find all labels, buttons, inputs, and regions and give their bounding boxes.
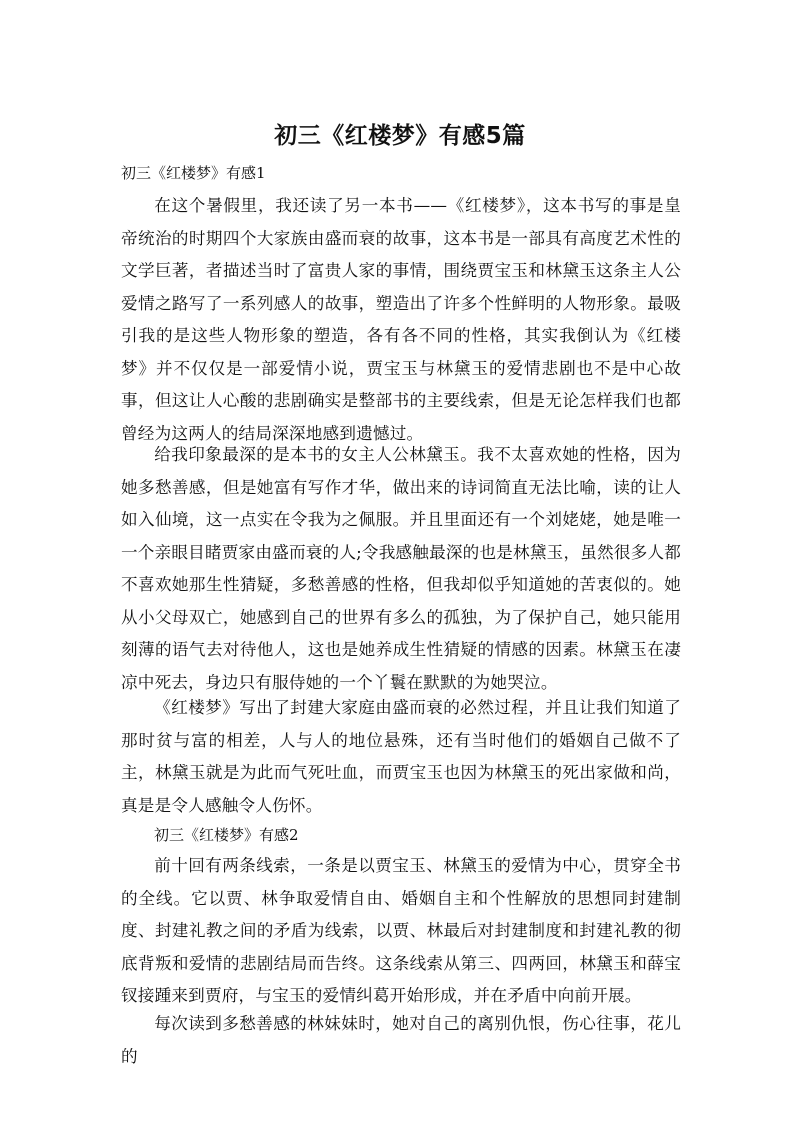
section-1-paragraph-3: 《红楼梦》写出了封建大家庭由盛而衰的必然过程，并且让我们知道了那时贫与富的相差，人与人的地位悬殊，还有当时他们的婚姻自己做不了主，林黛玉就是为此而气死吐血，而贾宝玉也因为林黛玉的死出家做和尚，真是是令人感触令人伤怀。 xyxy=(121,698,681,815)
section-2-paragraph-2: 每次读到多愁善感的林妹妹时，她对自己的离别仇恨，伤心往事，花儿的 xyxy=(121,1014,681,1066)
section-2-paragraph-1: 前十回有两条线索，一条是以贾宝玉、林黛玉的爱情为中心，贯穿全书的全线。它以贾、林争取爱情自由、婚姻自主和个性解放的思想同封建制度、封建礼教之间的矛盾为线索，以贾、林最后对封建制度和封建礼教的彻底背叛和爱情的悲剧结局而告终。这条线索从第三、四两回，林黛玉和薛宝钗接踵来到贾府，与宝玉的爱情纠葛开始形成，并在矛盾中向前开展。 xyxy=(121,856,681,1005)
section-heading-2: 初三《红楼梦》有感2 xyxy=(154,826,299,844)
section-1-paragraph-1: 在这个暑假里，我还读了另一本书——《红楼梦》，这本书写的事是皇帝统治的时期四个大家族由盛而衰的故事，这本书是一部具有高度艺术性的文学巨著，者描述当时了富贵人家的事情，围绕贾宝玉和林黛玉这条主人公爱情之路写了一系列感人的故事，塑造出了许多个性鲜明的人物形象。最吸引我的是这些人物形象的塑造，各有各不同的性格，其实我倒认为《红楼梦》并不仅仅是一部爱情小说，贾宝玉与林黛玉的爱情悲剧也不是中心故事，但这让人心酸的悲剧确实是整部书的主要线索，但是无论怎样我们也都曾经为这两人的结局深深地感到遗憾过。 xyxy=(121,196,681,443)
section-heading-1: 初三《红楼梦》有感1 xyxy=(121,164,266,182)
section-1-paragraph-2: 给我印象最深的是本书的女主人公林黛玉。我不太喜欢她的性格，因为她多愁善感，但是她富有写作才华，做出来的诗词简直无法比喻，读的让人如入仙境，这一点实在令我为之佩服。并且里面还有一个刘姥姥，她是唯一一个亲眼目睹贾家由盛而衰的人;令我感触最深的也是林黛玉，虽然很多人都不喜欢她那生性猜疑，多愁善感的性格，但我却似乎知道她的苦衷似的。她从小父母双亡，她感到自己的世界有多么的孤独，为了保护自己，她只能用刻薄的语气去对待他人，这也是她养成生性猜疑的情感的因素。林黛玉在凄凉中死去，身边只有服侍她的一个丫鬟在默默的为她哭泣。 xyxy=(121,445,681,692)
document-title: 初三《红楼梦》有感5篇 xyxy=(274,123,526,149)
